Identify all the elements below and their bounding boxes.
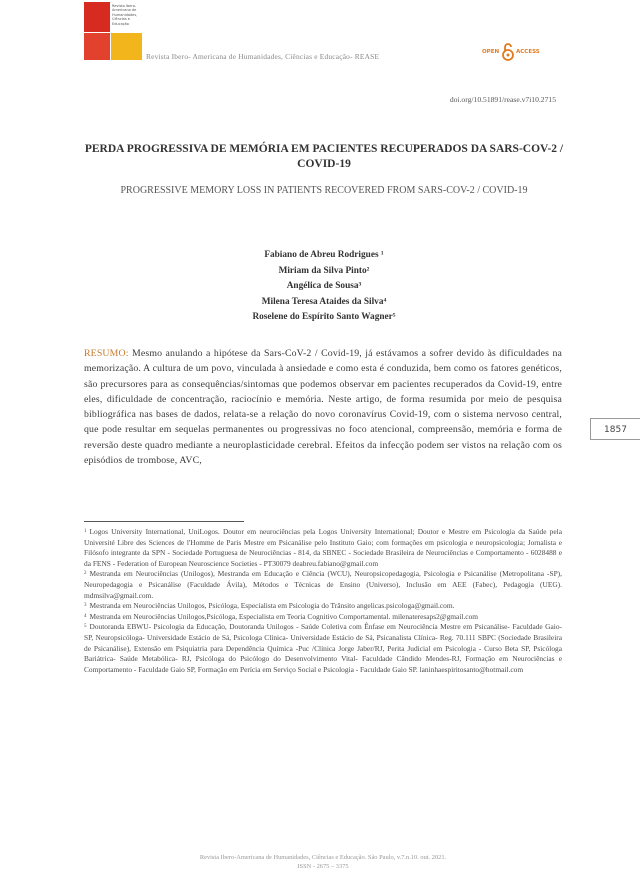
footnote-number: 3 — [84, 603, 87, 609]
footer-citation: Revista Ibero-Americana de Humanidades, Ciências e Educação. São Paulo, v.7.n.10. out. 2021. — [199, 854, 447, 861]
logo-yellow-block — [111, 33, 142, 60]
abstract — [84, 346, 562, 468]
footnote-number: 5 — [84, 624, 87, 630]
article-title-pt: PERDA PROGRESSIVA DE MEMÓRIA EM PACIENTES RECUPERADOS DA SARS-COV-2 / COVID-19 — [84, 143, 564, 170]
footnote — [84, 601, 562, 612]
footnote-number: 1 — [84, 529, 87, 534]
page-number: 1857 — [590, 418, 640, 440]
author: Angélica de Sousa³ — [286, 281, 362, 292]
footnote-text: Doutoranda EBWU- Psicologia da Educação, Doutoranda Unilogos - Saúde Coletiva com Ênfase em Neurociência Mestre em Psicanálise- Faculdade Gaio- SP, Neuropsicóloga- Universidade Estácio de Sá, Psicologa Clínica- Universidade Estácio de Sá, Psicanalista Clínica- Reg. 70.111 SBPC (Sociedade Brasileira de Psicanálise), Extensão em Psiquiatria para Dependência Química -Puc /Clínica Jorge Jaber/RJ, Perita Judicial em Psicologia - Curso Beta SP, Psicóloga Bariátrica- Saúde Metabólica- RJ, Psicóloga do Psicólogo do Desenvolvimento Vital- Faculdade Cândido Mendes-RJ, Formação em Neurociências e Comportamento - Faculdade Gaio SP, Formação em Perícia em Serviço Social e Psicologia - Faculdade Gaio SP. laninhaespiritosanto@hotmail.com — [84, 622, 562, 674]
footnote-text: Mestranda em Neurociências Unilogos,Psicóloga, Especialista em Teoria Cognitivo Comportamental. milenateresaps2@gmail.com — [89, 611, 479, 621]
footnote-divider — [84, 521, 244, 522]
journal-logo — [84, 2, 142, 60]
footer-issn: ISSN - 2675 – 3375 — [297, 863, 349, 870]
footnote — [84, 622, 562, 675]
abstract-label: RESUMO: — [84, 348, 129, 359]
journal-header: Revista Ibero- Americana de Humanidades, Ciências e Educação- REASE — [146, 52, 380, 61]
author: Roselene do Espírito Santo Wagner⁵ — [252, 312, 396, 323]
footnotes — [84, 527, 562, 675]
footnote-text: Mestranda em Neurociências Unilogos, Psicóloga, Especialista em Psicologia do Trânsito angelicas.psicologa@gmail.com. — [89, 601, 455, 611]
open-lock-icon — [502, 42, 514, 62]
author: Fabiano de Abreu Rodrigues ¹ — [264, 250, 384, 260]
footnote-text: Mestranda em Neurociências (Unilogos), Mestranda em Educação e Ciência (WCU), Neuropsicopedagogia, Psicologia e Psicanálise (Metropolitana -SP), Neuropedagogia e Psicanálise (Faculdade Ávila), Métodos e Técnicas de Ensino (Universo), Inclusão em AEE (Fabec), Pedagogia (UEG). mdmsilva@gmail.com. — [84, 569, 562, 600]
author-list — [84, 248, 564, 326]
open-access-left: OPEN — [482, 49, 500, 55]
footnote-text: Logos University International, UniLogos. Doutor em neurociências pela Logos University International; Doutor e Mestre em Psicologia da Saúde pela Université Libre des Sciences de l'Homme de Paris Mestre em Psicanálise pelo Instituto Gaio; com formações em psicologia e neuropsicologia; Jornalista e Filósofo integrante da SPN - Sociedade Portuguesa de Neurociências - 814, da SBNEC - Sociedade Brasileira de Neurociências e Comportamento - 6028488 e da FENS - Federation of European Neuroscience Societies - PT30079 deabreu.fabiano@gmail.com — [84, 527, 562, 568]
logo-text: Revista Ibero-Americana de Humanidades, Ciências e Educação — [112, 4, 138, 26]
footnote-number: 2 — [84, 571, 87, 577]
open-access-badge — [482, 42, 542, 64]
doi-link[interactable]: doi.org/10.51891/rease.v7i10.2715 — [449, 95, 556, 104]
footnote-number: 4 — [84, 613, 87, 619]
article-title-en: PROGRESSIVE MEMORY LOSS IN PATIENTS RECOVERED FROM SARS-COV-2 / COVID-19 — [120, 185, 528, 196]
footnote — [84, 527, 562, 569]
footnote — [84, 569, 562, 601]
logo-red-block-bottom — [84, 33, 110, 60]
open-access-right: ACCESS — [516, 49, 540, 55]
author: Miriam da Silva Pinto² — [278, 265, 370, 276]
abstract-text: Mesmo anulando a hipótese da Sars-CoV-2 / Covid-19, já estávamos a sofrer devido às dificuldades na memorização. A cultura de um povo, vinculada à ansiedade e como esta é conduzida, bem como os fatores genéticos, são precursores para as consequências/sintomas que podemos observar em pacientes recuperados da Covid-19, entre eles, dificuldade de concentração, raciocínio e memória. Neste artigo, de forma resumida por meio de pesquisa bibliográfica nas bases de dados, relata-se a relação do novo coronavírus Covid-19, com o sistema nervoso central, que pode resultar em sequelas permanentes ou progressivas no foco atencional, compreensão, memória e forma de reversão deste quadro mediante a neuroplasticidade cerebral. Efeitos da infecção podem ser vistos na relação com os episódios de trombose, AVC, — [84, 348, 562, 467]
author: Milena Teresa Ataides da Silva⁴ — [261, 296, 387, 307]
logo-red-block-top — [84, 2, 110, 32]
footnote — [84, 612, 562, 623]
page-footer — [84, 853, 562, 871]
